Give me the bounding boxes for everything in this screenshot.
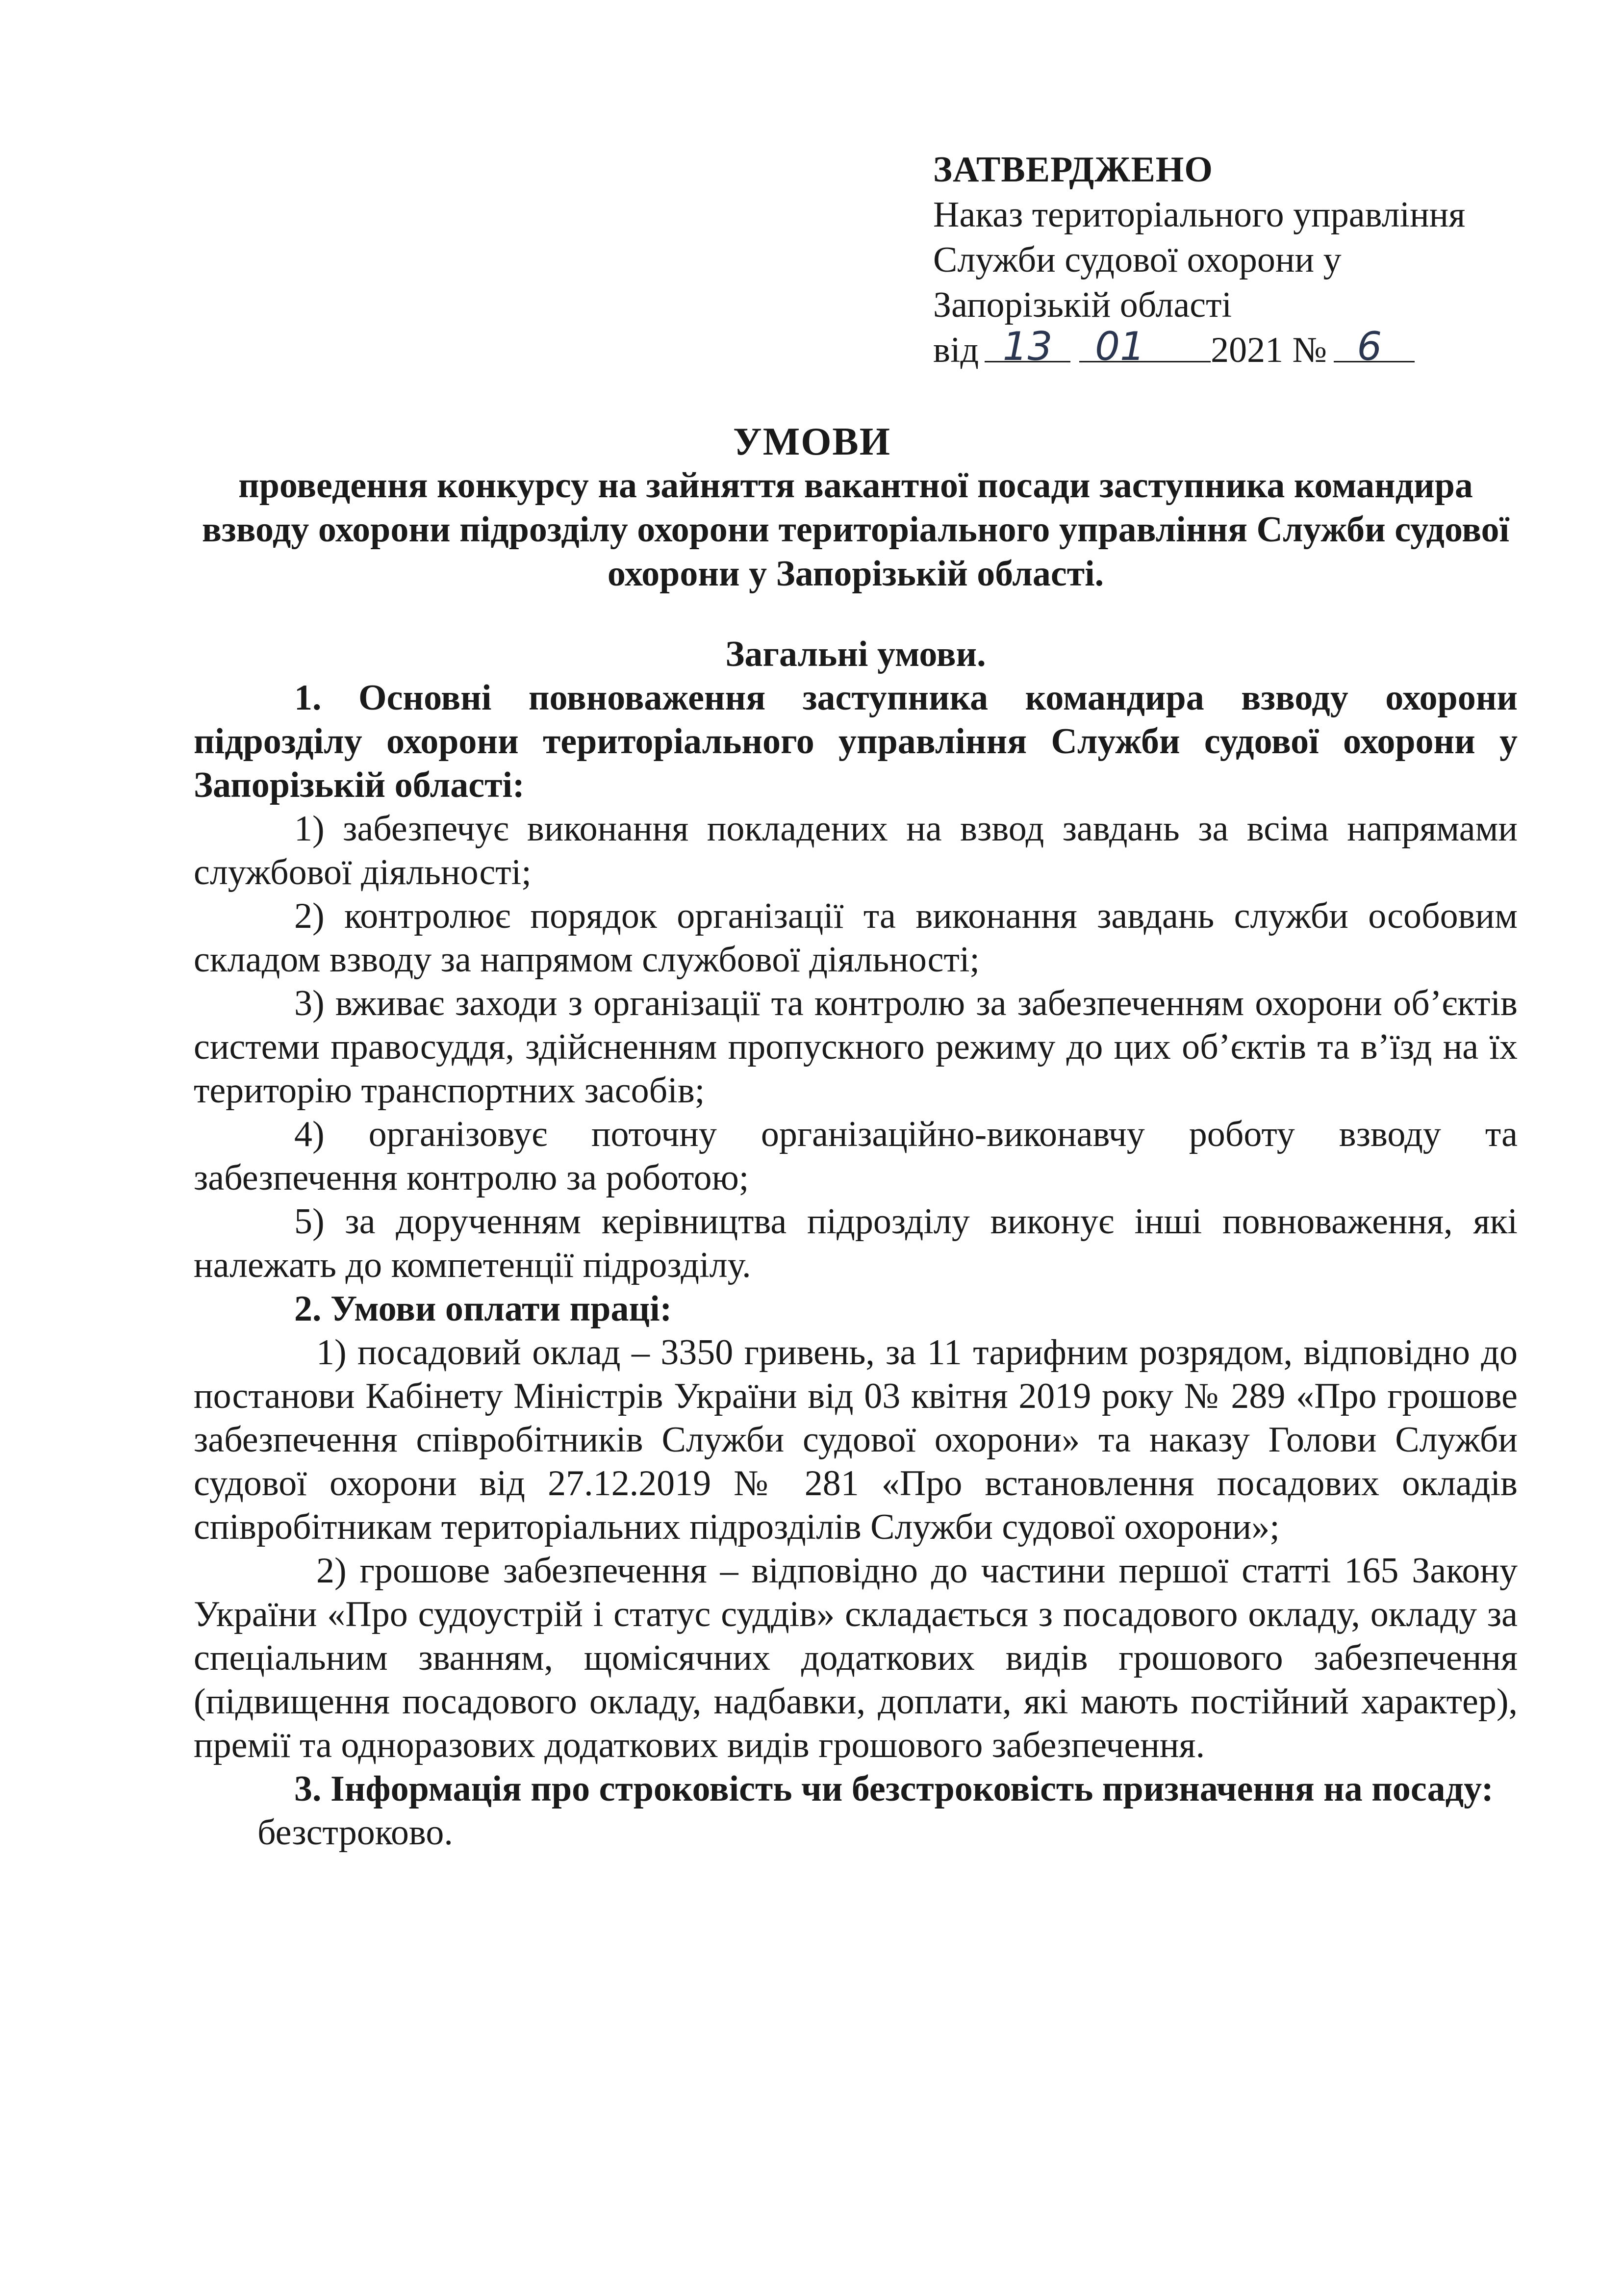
approval-line-2: Служби судової охорони у [933,240,1342,280]
general-conditions-heading: Загальні умови. [725,634,986,674]
date-year-and-number-label: 2021 № [1211,330,1327,370]
date-month-handwritten: 01 [1095,324,1145,369]
section-1-item: 1) забезпечує виконання покладених на взвод завдань за всіма напрямами службової діяльності; [194,809,1518,892]
section-1-item: 5) за дорученням керівництва підрозділу виконує інші повноваження, які належать до компетенції підрозділу. [194,1201,1518,1285]
section-3-value: безстроково. [257,1812,453,1853]
document-body [194,633,1518,1855]
date-month-field [1079,324,1211,369]
order-number-field [1334,324,1415,369]
approval-line-3: Запорізькій області [933,285,1232,325]
section-1-heading: 1. Основні повноваження заступника командира взводу охорони підрозділу охорони територіального управління Служби судової охорони у Запорізькій області: [194,678,1518,805]
section-2-item: 2) грошове забезпечення – відповідно до частини першої статті 165 Закону України «Про судоустрій і статус суддів» складається з посадового окладу, окладу за спеціальним званням, щомісячних додаткових видів грошового забезпечення (підвищення посадового окладу, надбавки, доплати, які мають постійний характер), премії та одноразових додаткових видів грошового забезпечення. [194,1551,1518,1765]
section-2-heading: 2. Умови оплати праці: [294,1289,672,1329]
date-day-field [985,324,1070,369]
approval-title: ЗАТВЕРДЖЕНО [933,150,1213,190]
approval-line-1: Наказ територіального управління [933,195,1466,235]
date-prefix: від [933,330,979,370]
approval-date-line [933,324,1546,373]
section-1-item: 3) вживає заходи з організації та контролю за забезпеченням охорони об’єктів системи правосуддя, здійсненням пропускного режиму до цих об’єктів та в’їзд на їх територію транспортних засобів; [194,983,1518,1111]
approval-block [933,147,1546,373]
section-3-heading: 3. Інформація про строковість чи безстроковість призначення на посаду: [294,1769,1494,1809]
document-title: УМОВИ [733,420,891,463]
date-day-handwritten: 13 [1002,324,1053,369]
document-subtitle: проведення конкурсу на зайняття вакантної посади заступника командира взводу охорони підрозділу охорони територіального управління Служби судової охорони у Запорізькій області. [202,465,1510,594]
order-number-handwritten: 6 [1357,324,1382,369]
section-1-item: 4) організовує поточну організаційно-виконавчу роботу взводу та забезпечення контролю за роботою; [194,1114,1518,1198]
section-1-item: 2) контролює порядок організації та виконання завдань служби особовим складом взводу за напрямом службової діяльності; [194,896,1518,980]
section-2-item: 1) посадовий оклад – 3350 гривень, за 11 тарифним розрядом, відповідно до постанови Кабінету Міністрів України від 03 квітня 2019 року № 289 «Про грошове забезпечення співробітників Служби судової охорони» та наказу Голови Служби судової охорони від 27.12.2019 № 281 «Про встановлення посадових окладів співробітникам територіальних підрозділів Служби судової охорони»; [194,1332,1518,1547]
